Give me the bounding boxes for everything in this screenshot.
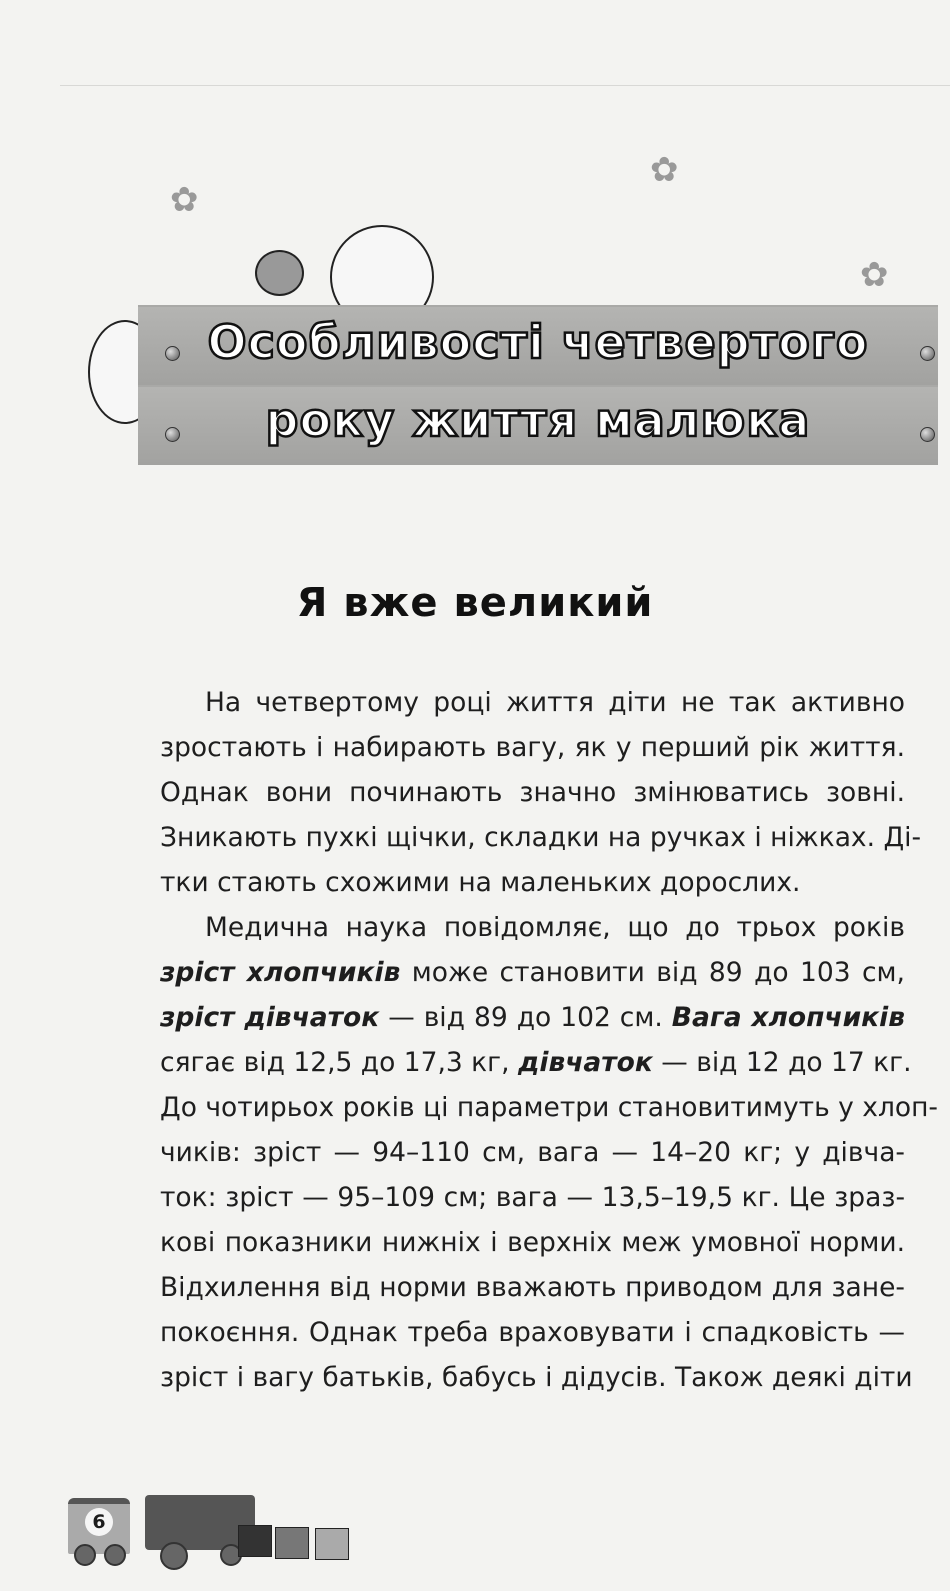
text-line: [160, 725, 905, 770]
text-segment: зріст і вагу батьків, бабусь і дідусів. Також деякі діти: [160, 1362, 913, 1393]
text-segment: тки стають схожими на маленьких дорослих.: [160, 867, 801, 898]
toy-block: [275, 1527, 309, 1559]
text-line: [160, 995, 905, 1040]
text-segment: Однак вони починають значно змінюватись зовні.: [160, 777, 905, 808]
text-line: [160, 950, 905, 995]
chapter-title-line-2: року життя малюка: [265, 393, 811, 447]
text-line: [160, 770, 905, 815]
chapter-title-line-1: Особливості четвертого: [207, 315, 869, 369]
butterfly-illustration: ✿: [650, 150, 679, 190]
text-segment: сягає від 12,5 до 17,3 кг,: [160, 1047, 518, 1078]
text-line: [160, 1130, 905, 1175]
butterfly-illustration: ✿: [860, 255, 889, 295]
text-line: [160, 1175, 905, 1220]
emphasized-term: зріст дівчаток: [160, 1002, 380, 1033]
butterfly-illustration: ✿: [170, 180, 199, 220]
text-line: [160, 1355, 913, 1400]
toy-block: [238, 1525, 272, 1557]
text-line: [160, 1310, 905, 1355]
text-line: [160, 1040, 912, 1085]
chapter-title-banner: [138, 305, 938, 465]
page-number: 6: [85, 1508, 113, 1536]
toy-block: [315, 1528, 349, 1560]
text-line: [160, 905, 905, 950]
text-line: [160, 815, 922, 860]
text-segment: — від 12 до 17 кг.: [652, 1047, 912, 1078]
text-segment: може становити від 89 до 103 см,: [400, 957, 905, 988]
train-illustration: [60, 1470, 360, 1570]
text-segment: кові показники нижніх і верхніх меж умовної норми.: [160, 1227, 905, 1258]
text-segment: Медична наука повідомляє, що до трьох років: [205, 912, 905, 943]
text-line: [160, 1220, 905, 1265]
text-segment: — від 89 до 102 см.: [379, 1002, 672, 1033]
emphasized-term: дівчаток: [517, 1047, 653, 1078]
text-segment: зростають і набирають вагу, як у перший рік життя.: [160, 732, 905, 763]
emphasized-term: Вага хлопчиків: [671, 1002, 906, 1033]
text-segment: Зникають пухкі щічки, складки на ручках і ніжках. Ді-: [160, 822, 922, 853]
text-segment: покоєння. Однак треба враховувати і спадковість —: [160, 1317, 905, 1348]
hamster-illustration: [255, 250, 304, 296]
header-rule: [60, 85, 950, 86]
text-segment: ток: зріст — 95–109 см; вага — 13,5–19,5 кг. Це зраз-: [160, 1182, 905, 1213]
text-segment: Відхилення від норми вважають приводом для зане-: [160, 1272, 905, 1303]
text-line: [160, 860, 905, 905]
text-line: [160, 680, 905, 725]
text-segment: чиків: зріст — 94–110 см, вага — 14–20 кг; у дівча-: [160, 1137, 905, 1168]
text-segment: До чотирьох років ці параметри становитимуть у хлоп-: [160, 1092, 938, 1123]
text-line: [160, 1085, 938, 1130]
text-segment: На четвертому році життя діти не так активно: [205, 687, 905, 718]
text-line: [160, 1265, 905, 1310]
section-heading: Я вже великий: [296, 580, 654, 626]
body-text: [160, 680, 938, 1400]
emphasized-term: зріст хлопчиків: [160, 957, 401, 988]
